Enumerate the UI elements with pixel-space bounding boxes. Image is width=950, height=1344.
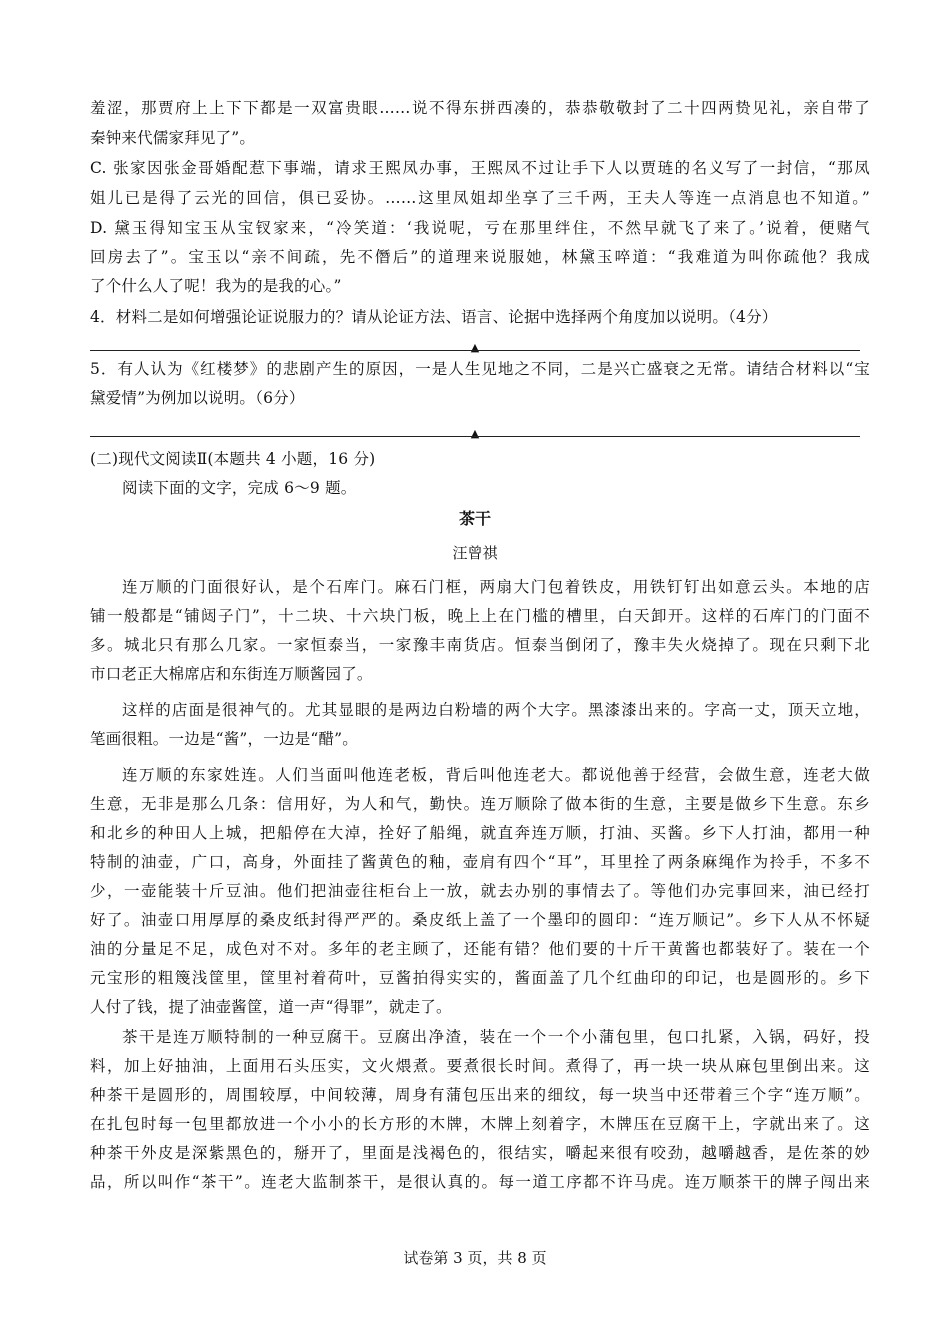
article-line: 种茶干是圆形的，周围较厚，中间较薄，周身有蒲包压出来的细纹，每一块当中还带着三个字“连万顺”。 bbox=[90, 1086, 870, 1104]
article-line: 特制的油壶，广口，高身，外面挂了酱黄色的釉，壶肩有四个“耳”，耳里拴了两条麻绳作为拎手，不多不 bbox=[90, 853, 870, 871]
article-line: 市口老正大棉席店和东街连万顺酱园了。 bbox=[90, 665, 373, 683]
article-line: 少，一壶能装十斤豆油。他们把油壶往柜台上一放，就去办别的事情去了。等他们办完事回来，油已经打 bbox=[90, 882, 870, 900]
option-c-line: 姐儿已是得了云光的回信，俱已妥协。……这里凤姐却坐享了三千两，王夫人等连一点消息也不知道。” bbox=[90, 189, 870, 207]
article-line: 种茶干外皮是深紫黑色的，掰开了，里面是浅褐色的，很结实，嚼起来很有咬劲，越嚼越香，是佐茶的妙 bbox=[90, 1144, 870, 1162]
article-line: 多。城北只有那么几家。一家恒泰当，一家豫丰南货店。恒泰当倒闭了，豫丰失火烧掉了。现在只剩下北 bbox=[90, 636, 870, 654]
article-line: 好了。油壶口用厚厚的桑皮纸封得严严的。桑皮纸上盖了一个墨印的圆印：“连万顺记”。乡下人从不怀疑 bbox=[90, 911, 870, 929]
article-author: 汪曾祺 bbox=[452, 544, 498, 562]
article-line: 元宝形的粗篾浅筐里，筐里衬着荷叶，豆酱拍得实实的，酱面盖了几个红曲印的印记，也是圆形的。乡下 bbox=[90, 969, 870, 987]
article-line: 铺一般都是“铺闼子门”，十二块、十六块门板，晚上上在门槛的槽里，白天卸开。这样的石库门的门面不 bbox=[90, 607, 870, 625]
article-title: 茶干 bbox=[458, 509, 491, 528]
article-line: 茶干是连万顺特制的一种豆腐干。豆腐出净渣，装在一个一个小蒲包里，包口扎紧，入锅，码好，投 bbox=[122, 1028, 870, 1046]
option-d-line: D. 黛玉得知宝玉从宝钗家来，“冷笑道：‘我说呢，亏在那里绊住，不然早就飞了来了。’说着，便赌气 bbox=[90, 219, 870, 237]
question-4: 4．材料二是如何增强论证说服力的？请从论证方法、语言、论据中选择两个角度加以说明。（4分） bbox=[90, 308, 778, 326]
option-d-line: 回房去了”。宝玉以“亲不间疏，先不僭后”的道理来说服她，林黛玉啐道：“我难道为叫你疏他？我成 bbox=[90, 248, 870, 266]
answer-line-q4[interactable] bbox=[90, 350, 860, 351]
article-line: 油的分量足不足，成色对不对。多年的老主顾了，还能有错？他们要的十斤干黄酱也都装好了。装在一个 bbox=[90, 940, 870, 958]
triangle-icon: ▲ bbox=[470, 341, 480, 354]
question-5-line: 5．有人认为《红楼梦》的悲剧产生的原因，一是人生见地之不同，二是兴亡盛衰之无常。请结合材料以“宝 bbox=[90, 360, 870, 378]
article-line: 生意，无非是那么几条：信用好，为人和气，勤快。连万顺除了做本街的生意，主要是做乡下生意。东乡 bbox=[90, 795, 870, 813]
article-line: 这样的店面是很神气的。尤其显眼的是两边白粉墙的两个大字。黑漆漆出来的。字高一丈，顶天立地， bbox=[122, 701, 870, 719]
article-line: 品，所以叫作“茶干”。连老大监制茶干，是很认真的。每一道工序都不许马虎。连万顺茶干的牌子闯出来 bbox=[90, 1173, 870, 1191]
option-d-line: 了个什么人了呢！我为的是我的心。” bbox=[90, 277, 342, 295]
question-5-line: 黛爱情”为例加以说明。（6分） bbox=[90, 389, 305, 407]
answer-marker-q4 bbox=[90, 336, 860, 354]
material-line: 秦钟来代儒家拜见了”。 bbox=[90, 129, 256, 147]
answer-marker-q5 bbox=[90, 422, 860, 440]
article-line: 和北乡的种田人上城，把船停在大淖，拴好了船绳，就直奔连万顺，打油、买酱。乡下人打油，都用一种 bbox=[90, 824, 870, 842]
article-line: 在扎包时每一包里都放进一个小小的长方形的木牌，木牌上刻着字，木牌压在豆腐干上，字就出来了。这 bbox=[90, 1115, 870, 1133]
answer-line-q5[interactable] bbox=[90, 436, 860, 437]
article-line: 连万顺的东家姓连。人们当面叫他连老板，背后叫他连老大。都说他善于经营，会做生意，连老大做 bbox=[122, 766, 870, 784]
article-line: 人付了钱，提了油壶酱筐，道一声“得罪”，就走了。 bbox=[90, 998, 452, 1016]
article-line: 笔画很粗。一边是“酱”，一边是“醋”。 bbox=[90, 730, 358, 748]
article-line: 料，加上好抽油，上面用石头压实，文火煨煮。要煮很长时间。煮得了，再一块一块从麻包里倒出来。这 bbox=[90, 1057, 870, 1075]
page-footer: 试卷第 3 页，共 8 页 bbox=[403, 1249, 547, 1267]
section-instruction: 阅读下面的文字，完成 6～9 题。 bbox=[122, 479, 357, 497]
article-line: 连万顺的门面很好认，是个石库门。麻石门框，两扇大门包着铁皮，用铁钉钉出如意云头。本地的店 bbox=[122, 578, 870, 596]
material-line: 羞涩，那贾府上上下下都是一双富贵眼……说不得东拼西凑的，恭恭敬敬封了二十四两贽见礼，亲自带了 bbox=[90, 99, 870, 117]
section-heading: (二)现代文阅读Ⅱ(本题共 4 小题，16 分) bbox=[90, 450, 376, 468]
triangle-icon: ▲ bbox=[470, 427, 480, 440]
option-c-line: C. 张家因张金哥婚配惹下事端，请求王熙凤办事，王熙凤不过让手下人以贾琏的名义写了一封信，“那凤 bbox=[90, 159, 870, 177]
